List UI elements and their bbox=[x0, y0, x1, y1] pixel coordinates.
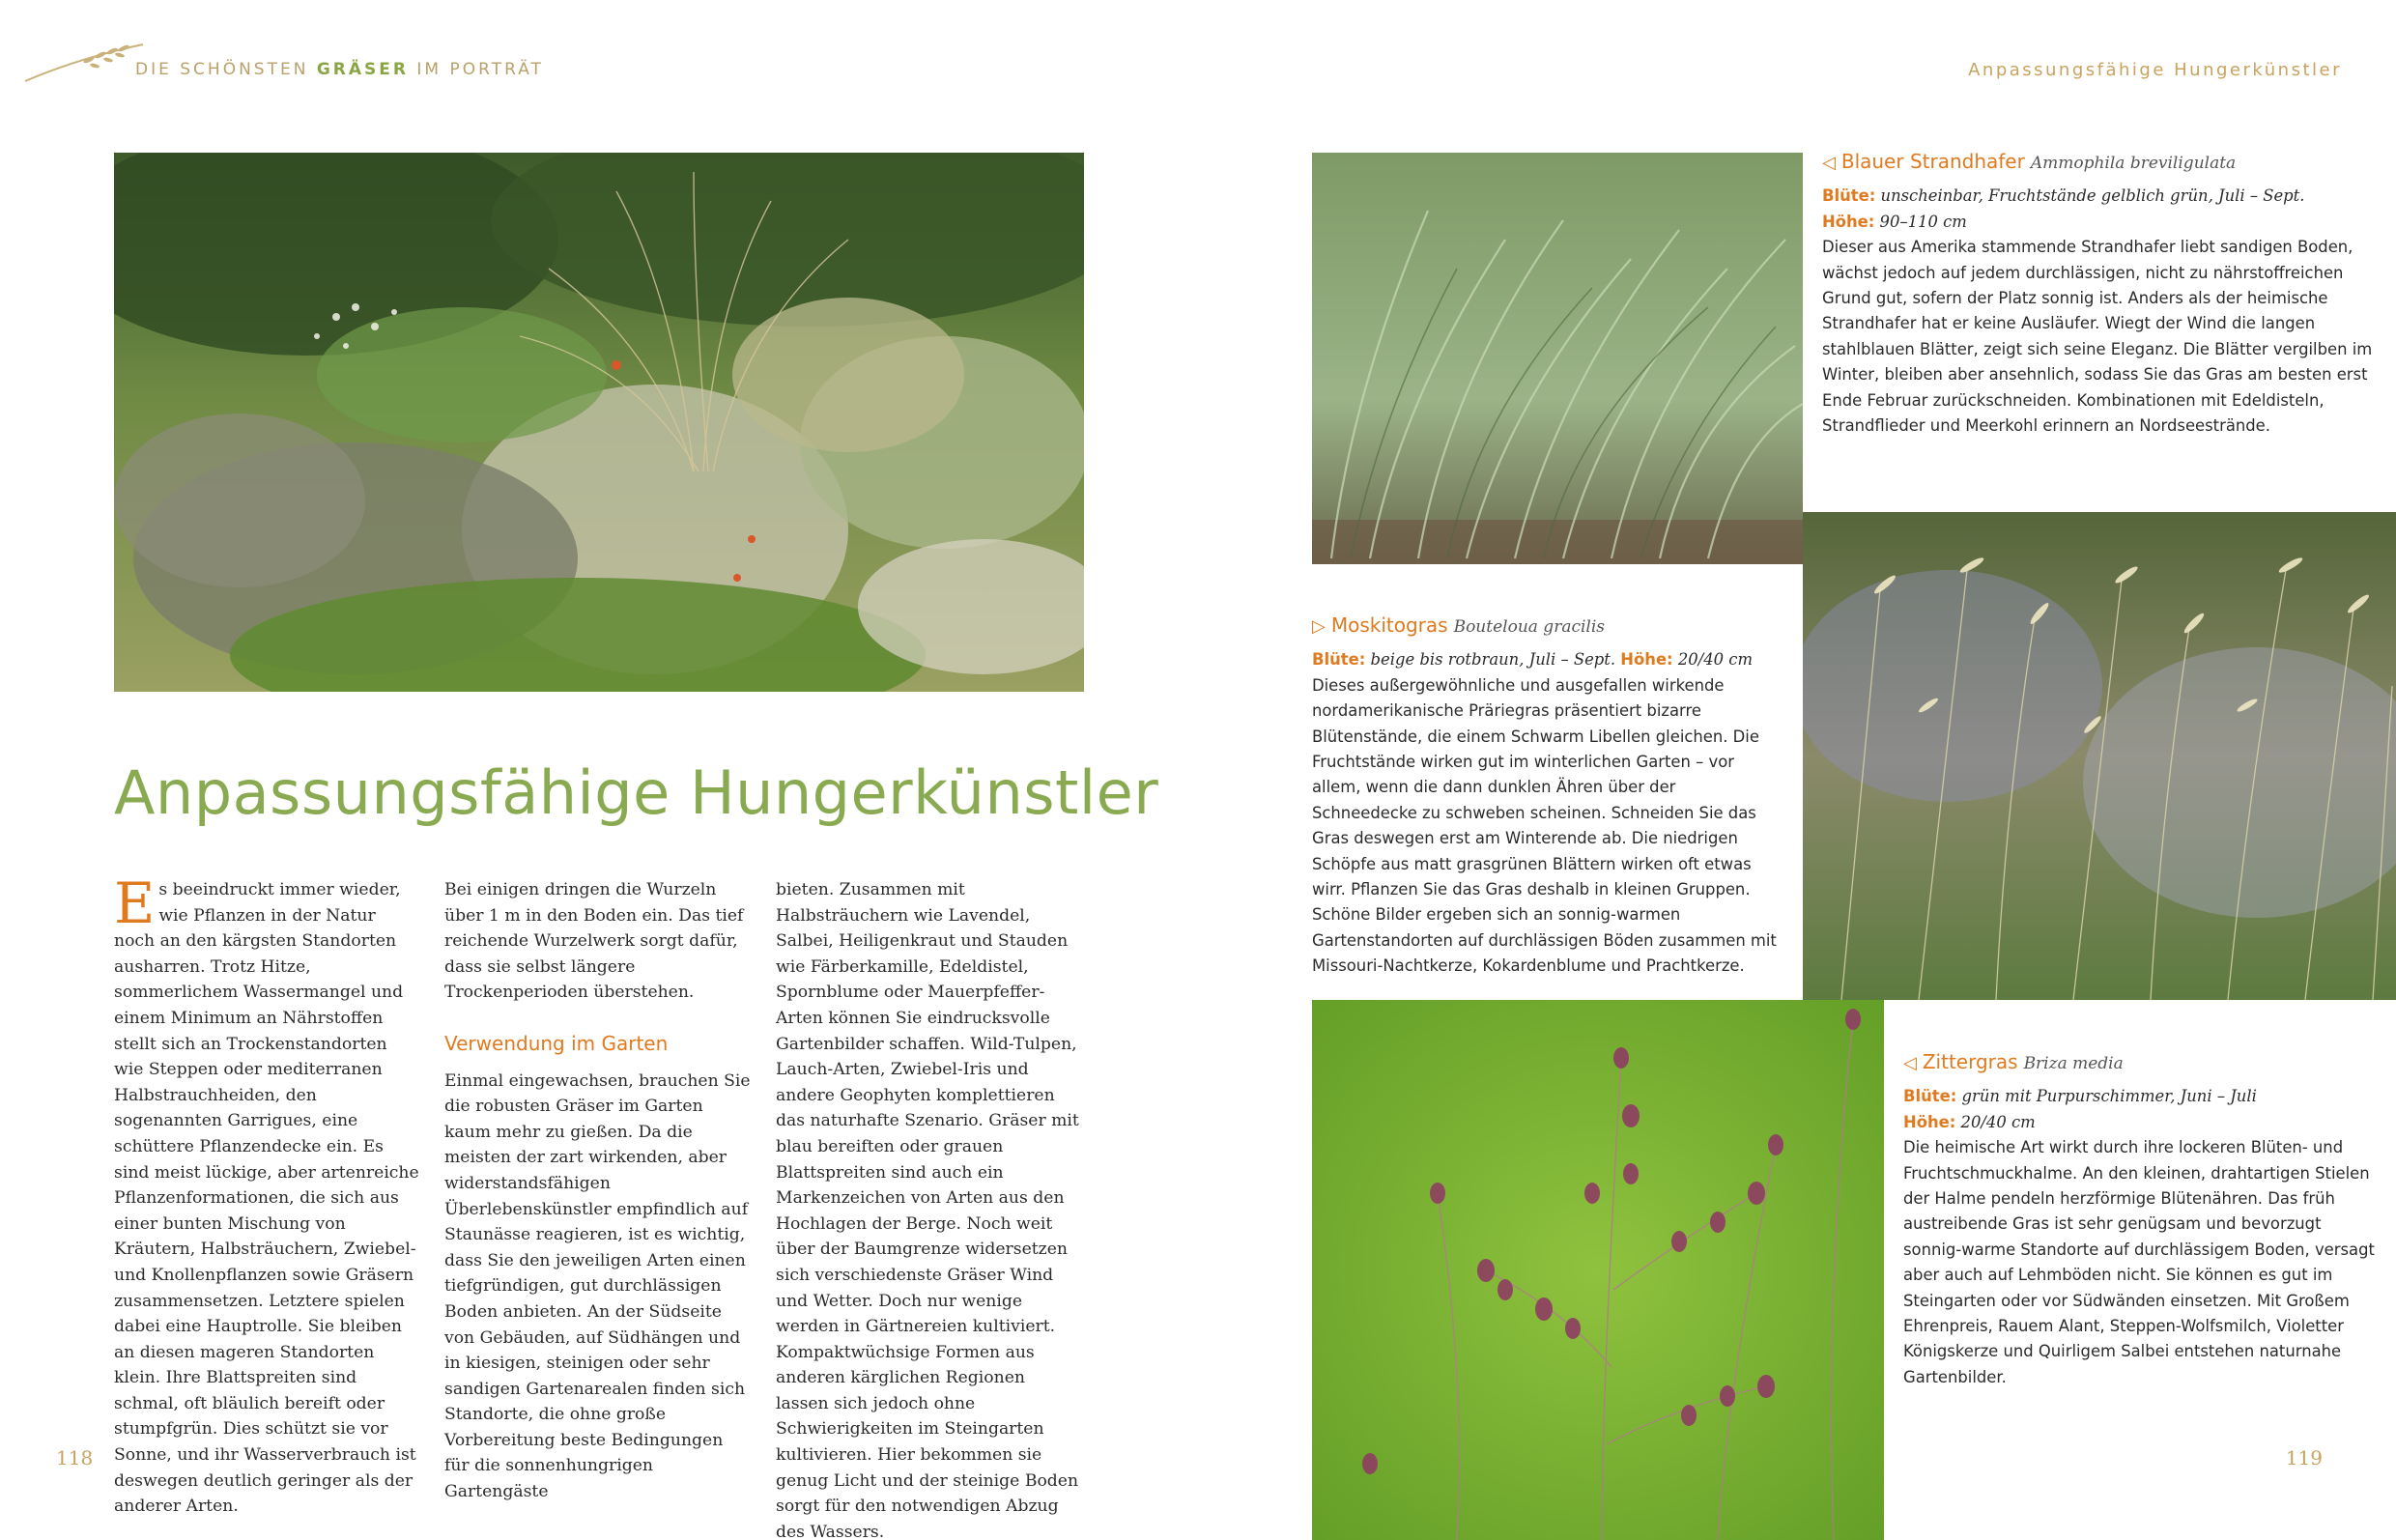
grass-ornament-icon bbox=[21, 39, 147, 87]
zittergras-text: Die heimische Art wirkt durch ihre lockeren Blüten- und Fruchtschmuckhalme. An den kleinen, drahtartigen Stielen der Halme pendeln herzförmige Blütenähren. Das früh austreibende Gras ist sehr genügsam und bevorzugt sonnig-warme Standorte auf durchlässigem Boden, versagt aber auch auf Lehmböden nicht. Sie können es gut im Steingarten oder vor Südwänden einsetzen. Mit Großem Ehrenpreis, Rauem Alant, Steppen-Wolfsmilch, Violetter Königskerze und Quirligem Salbei entstehen naturnahe Gartenbilder. bbox=[1903, 1138, 2375, 1386]
bluete-value: grün mit Purpurschimmer, Juni – Juli bbox=[1961, 1087, 2257, 1106]
moskitogras-meta bbox=[1312, 647, 1782, 672]
subheading: Verwendung im Garten bbox=[444, 1031, 669, 1055]
strandhafer-title bbox=[1822, 149, 2382, 176]
running-head-left bbox=[135, 60, 544, 79]
page-number-right: 119 bbox=[2285, 1446, 2323, 1469]
strandhafer-photo bbox=[1312, 153, 1803, 564]
hoehe-label: Höhe: bbox=[1903, 1112, 1956, 1131]
column-2-paragraph-2: Einmal eingewachsen, brauchen Sie die robusten Gräser im Garten kaum mehr zu gießen. Da die meisten der zart wirkenden, aber widerstandsfähigen Überlebenskünstler empfindlich auf Staunässe reagieren, ist es wichtig, dass Sie den jeweiligen Arten einen tiefgründigen, gut durchlässigen Boden anbieten. An der Südseite von Gebäuden, auf Südhängen und in kiesigen, steinigen oder sehr sandigen Gartenarealen finden sich Standorte, die ohne große Vorbereitung beste Bedingungen für die sonnenhungrigen Gartengäste bbox=[444, 1070, 751, 1502]
hoehe-label: Höhe: bbox=[1822, 212, 1875, 231]
sidebar-zittergras bbox=[1903, 1049, 2381, 1390]
arrow-left-icon: ◁ bbox=[1822, 153, 1836, 173]
moskitogras-text: Dieses außergewöhnliche und ausgefallen wirkende nordamerikanische Präriegras präsentiert bizarre Blütenstände, die einem Schwarm Libellen gleichen. Die Fruchtstände wirken gut im winterlichen Garten – vor allem, wenn die dann dunklen Ähren über der Schneedecke zu schweben scheinen. Schneiden Sie das Gras deswegen erst am Winterende ab. Die niedrigen Schöpfe aus matt grasgrünen Blättern wirken oft etwas wirr. Pflanzen Sie das Gras deshalb in kleinen Gruppen. Schöne Bilder ergeben sich an sonnig-warmen Gartenstandorten auf durchlässigen Böden zusammen mit Missouri-Nachtkerze, Kokardenblume und Prachtkerze. bbox=[1312, 675, 1777, 976]
sidebar-moskitogras bbox=[1312, 613, 1782, 980]
zittergras-photo bbox=[1312, 1000, 1884, 1540]
zittergras-bluete bbox=[1903, 1084, 2381, 1109]
zittergras-name: Zittergras bbox=[1922, 1050, 2018, 1073]
sidebar-strandhafer bbox=[1822, 149, 2382, 439]
column-3-text: bieten. Zusammen mit Halbsträuchern wie Lavendel, Salbei, Heiligenkraut und Stauden wie Färberkamille, Edeldistel, Spornblume oder Mauerpfeffer-Arten können Sie eindrucksvolle Gartenbilder schaffen. Wild-Tulpen, Lauch-Arten, Zwiebel-Iris und andere Geophyten komplettieren das naturhafte Szenario. Gräser mit blau bereiften oder grauen Blattspreiten sind auch ein Markenzeichen von Arten aus den Hochlagen der Berge. Noch weit über der Baumgrenze widersetzen sich verschiedenste Gräser Wind und Wetter. Doch nur wenige werden in Gärtnereien kultiviert. Kompaktwüchsige Formen aus anderen kärglichen Regionen lassen sich jedoch ohne Schwierigkeiten im Steingarten kultivieren. Hier bekommen sie genug Licht und der steinige Boden sorgt für den notwendigen Abzug des Wassers. bbox=[776, 880, 1079, 1540]
strandhafer-bluete bbox=[1822, 184, 2382, 209]
bluete-label: Blüte: bbox=[1903, 1087, 1957, 1106]
strandhafer-latin: Ammophila breviligulata bbox=[2030, 154, 2237, 173]
garden-photo bbox=[114, 153, 1084, 692]
bluete-label: Blüte: bbox=[1822, 186, 1876, 206]
page-number-left: 118 bbox=[56, 1446, 94, 1469]
moskitogras-name: Moskitogras bbox=[1330, 613, 1448, 637]
column-2-paragraph-1: Bei einigen dringen die Wurzeln über 1 m in den Boden ein. Das tief reichende Wurzelwerk sorgt dafür, dass sie selbst längere Trockenperioden überstehen. bbox=[444, 880, 744, 1003]
strandhafer-text: Dieser aus Amerika stammende Strandhafer liebt sandigen Boden, wächst jedoch auf jedem durchlässigen, nicht zu nährstoffreichen Grund gut, sofern der Platz sonnig ist. Anders als der heimische Strandhafer hat er keine Ausläufer. Wiegt der Wind die langen stahlblauen Blätter, zeigt sich seine Eleganz. Die Blätter vergilben im Winter, bleiben aber ansehnlich, sodass Sie das Gras am besten erst Ende Februar zurückschneiden. Kombinationen mit Edeldisteln, Strandflieder und Meerkohl erinnern an Nordseestrände. bbox=[1822, 238, 2373, 436]
hoehe-value: 90–110 cm bbox=[1879, 212, 1967, 231]
article-column-3 bbox=[776, 877, 1083, 1540]
column-1-text: s beeindruckt immer wieder, wie Pflanzen in der Natur noch an den kärgsten Standorten ausharren. Trotz Hitze, sommerlichem Wassermangel und einem Minimum an Nährstoffen stellt sich an Trockenstandorten wie Steppen oder mediterranen Halbstrauchheiden, den sogenannten Garrigues, eine schüttere Pflanzendecke ein. Es sind meist lückige, aber artenreiche Pflanzenformationen, die sich aus einer bunten Mischung von Kräutern, Halbsträuchern, Zwiebel- und Knollenpflanzen sowie Gräsern zusammensetzen. Letztere spielen dabei eine Hauptrolle. Sie bleiben an diesen mageren Standorten klein. Ihre Blattspreiten sind schmal, oft bläulich bereift oder stumpfgrün. Dies schützt sie vor Sonne, und ihr Wasserverbrauch ist deswegen deutlich geringer als der anderer Arten. bbox=[114, 880, 419, 1517]
bluete-value: beige bis rotbraun, Juli – Sept. bbox=[1370, 650, 1616, 670]
zittergras-hoehe bbox=[1903, 1110, 2381, 1135]
moskitogras-latin: Bouteloua gracilis bbox=[1453, 617, 1606, 637]
zittergras-latin: Briza media bbox=[2023, 1054, 2124, 1073]
hoehe-label: Höhe: bbox=[1620, 650, 1673, 670]
bluete-label: Blüte: bbox=[1312, 650, 1366, 670]
hoehe-value: 20/40 cm bbox=[1960, 1112, 2036, 1131]
running-head-left-highlight: GRÄSER bbox=[316, 60, 409, 79]
hoehe-value: 20/40 cm bbox=[1677, 650, 1754, 670]
zittergras-title bbox=[1903, 1049, 2381, 1076]
running-head-left-post: IM PORTRÄT bbox=[416, 60, 544, 79]
arrow-right-icon: ▷ bbox=[1312, 616, 1326, 637]
moskitogras-photo bbox=[1803, 512, 2396, 1000]
strandhafer-name: Blauer Strandhafer bbox=[1840, 150, 2025, 173]
running-head-right: Anpassungsfähige Hungerkünstler bbox=[1968, 60, 2342, 80]
article-column-2 bbox=[444, 877, 752, 1505]
drop-cap: E bbox=[114, 870, 156, 936]
arrow-left-icon: ◁ bbox=[1903, 1053, 1917, 1073]
article-headline: Anpassungsfähige Hungerkünstler bbox=[114, 757, 1159, 828]
running-head-left-pre: DIE SCHÖNSTEN bbox=[135, 60, 309, 79]
bluete-value: unscheinbar, Fruchtstände gelblich grün, Juli – Sept. bbox=[1880, 186, 2305, 206]
article-column-1 bbox=[114, 870, 421, 1520]
moskitogras-title bbox=[1312, 613, 1782, 640]
strandhafer-hoehe bbox=[1822, 210, 2382, 235]
